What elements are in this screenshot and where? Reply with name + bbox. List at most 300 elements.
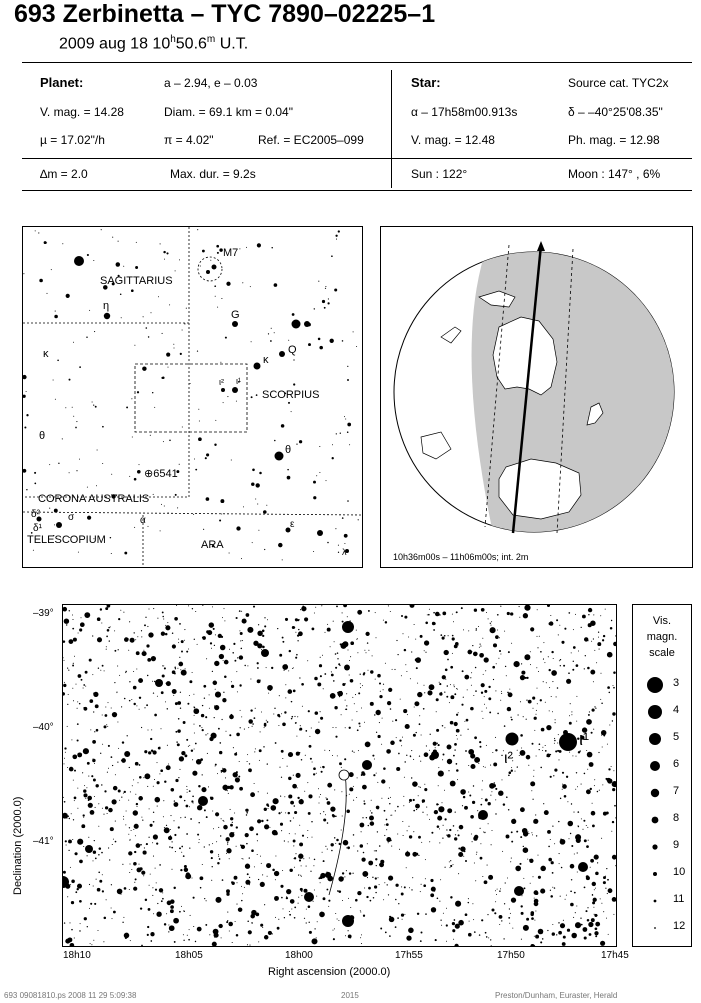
star-dot	[404, 616, 407, 619]
star-dot	[104, 790, 106, 792]
star-dot	[81, 824, 85, 828]
star-dot	[555, 750, 557, 752]
star-dot	[195, 611, 196, 612]
star-dot	[71, 929, 73, 931]
y-tick-41: –41°	[33, 836, 54, 847]
star-dot	[554, 743, 555, 744]
star-dot	[348, 930, 349, 931]
star-dot	[475, 667, 477, 669]
star-dot	[148, 526, 149, 527]
star-dot	[234, 813, 235, 814]
star-dot	[297, 716, 298, 717]
star-dot	[426, 644, 428, 646]
star-dot	[177, 729, 180, 732]
star-dot	[456, 729, 460, 733]
star-dot	[448, 635, 449, 636]
star-dot	[559, 660, 560, 661]
star-dot	[362, 685, 363, 686]
star-dot	[137, 470, 141, 474]
star-dot	[240, 632, 243, 635]
star-dot	[587, 919, 590, 922]
star-dot	[488, 697, 491, 700]
star-dot	[532, 697, 535, 700]
star-dot	[530, 627, 534, 631]
star-dot	[323, 818, 326, 821]
star-dot	[153, 812, 154, 813]
star-dot	[435, 612, 440, 617]
star-dot	[486, 612, 487, 613]
star-dot	[83, 684, 85, 686]
star-dot	[281, 897, 283, 899]
star-dot	[242, 640, 243, 641]
star-dot	[282, 664, 288, 670]
star-dot	[322, 766, 324, 768]
star-dot	[301, 845, 302, 846]
star-dot	[97, 617, 101, 621]
star-dot	[545, 750, 547, 752]
star-dot	[349, 787, 353, 791]
star-dot	[156, 912, 161, 917]
star-dot	[308, 812, 311, 815]
star-dot	[447, 808, 452, 813]
star-dot	[361, 771, 364, 774]
star-dot	[221, 514, 222, 515]
star-dot	[167, 622, 168, 623]
star-dot	[87, 516, 91, 520]
star-dot	[144, 750, 147, 753]
star-dot	[468, 765, 469, 766]
star-dot	[178, 777, 179, 778]
star-dot	[96, 784, 99, 787]
star-dot	[571, 714, 572, 715]
star-dot	[306, 866, 307, 867]
star-dot	[349, 727, 351, 729]
star-dot	[157, 618, 158, 619]
star-dot	[129, 700, 131, 702]
star-dot	[541, 728, 545, 732]
star-dot	[103, 941, 104, 942]
star-dot	[134, 851, 136, 853]
star-dot	[221, 937, 222, 938]
star-dot	[198, 822, 199, 823]
star-dot	[410, 939, 411, 940]
star-dot	[308, 710, 310, 712]
star-dot	[588, 614, 589, 615]
star-dot	[213, 929, 219, 935]
star-dot	[120, 610, 121, 611]
star-dot	[607, 652, 613, 658]
star-dot	[458, 852, 463, 857]
star-dot	[505, 666, 506, 667]
star-dot	[57, 360, 59, 362]
star-dot	[218, 827, 219, 828]
star-dot	[349, 794, 350, 795]
star-dot	[23, 273, 24, 274]
star-dot	[236, 526, 240, 530]
star-dot	[379, 864, 381, 866]
star-dot	[495, 690, 496, 691]
star-dot	[153, 494, 154, 495]
star-dot	[187, 789, 188, 790]
star-dot	[70, 867, 71, 868]
star-dot	[335, 235, 337, 237]
star-dot	[425, 652, 426, 653]
star-dot	[467, 689, 468, 690]
star-dot	[209, 708, 210, 709]
star-dot	[147, 926, 149, 928]
star-dot	[218, 854, 219, 855]
star-dot	[360, 910, 361, 911]
star-dot	[521, 663, 522, 664]
star-dot	[579, 750, 580, 751]
star-dot	[509, 923, 510, 924]
label-telescopium: TELESCOPIUM	[27, 534, 106, 546]
star-dot	[293, 626, 295, 628]
star-dot	[537, 703, 538, 704]
star-dot	[253, 717, 255, 719]
star-dot	[372, 877, 373, 878]
star-dot	[64, 801, 66, 803]
star-dot	[426, 807, 427, 808]
star-dot	[396, 737, 397, 738]
star-dot	[468, 902, 469, 903]
star-dot	[23, 375, 27, 379]
star-dot	[164, 827, 165, 828]
star-dot	[357, 729, 359, 731]
star-dot	[449, 829, 451, 831]
star-dot	[211, 857, 213, 859]
star-dot	[229, 931, 230, 932]
star-dot	[404, 777, 405, 778]
star-dot	[219, 742, 221, 744]
star-dot	[193, 724, 194, 725]
star-dot	[368, 610, 370, 612]
star-dot	[337, 890, 339, 892]
star-dot	[179, 847, 181, 849]
star-dot	[599, 790, 600, 791]
star-dot	[471, 685, 472, 686]
star-dot	[71, 880, 75, 884]
star-dot	[607, 744, 608, 745]
star-dot	[491, 945, 492, 946]
star-dot	[105, 707, 106, 708]
star-dot	[571, 845, 573, 847]
scale-mag-5: 5	[673, 731, 680, 743]
x-axis-label: Right ascension (2000.0)	[268, 966, 391, 978]
star-dot	[102, 874, 103, 875]
star-dot	[162, 611, 164, 613]
star-dot	[39, 279, 43, 283]
star-dot	[497, 889, 498, 890]
star-dot	[123, 819, 124, 820]
star-dot	[288, 777, 291, 780]
star-dot	[194, 639, 195, 640]
star-dot	[327, 783, 332, 788]
star-dot	[152, 681, 153, 682]
star-dot	[257, 643, 262, 648]
star-dot	[179, 657, 180, 658]
star-dot	[94, 903, 96, 905]
star-dot	[539, 636, 540, 637]
star-dot	[431, 907, 436, 912]
star-dot	[135, 266, 138, 269]
star-dot	[523, 613, 528, 618]
star-dot	[371, 800, 372, 801]
star-dot	[72, 754, 77, 759]
star-dot	[299, 799, 304, 804]
star-dot	[588, 714, 590, 716]
star-dot	[172, 689, 177, 694]
star-dot	[501, 920, 502, 921]
star-dot	[206, 816, 208, 818]
star-dot	[520, 750, 526, 756]
star-dot	[361, 708, 362, 709]
star-dot	[492, 666, 495, 669]
star-dot	[71, 739, 72, 740]
star-dot	[295, 853, 296, 854]
star-dot	[297, 787, 298, 788]
star-dot	[320, 717, 323, 720]
star-dot	[117, 722, 118, 723]
star-dot	[427, 690, 432, 695]
star-dot	[201, 727, 202, 728]
star-dot	[85, 671, 88, 674]
star-dot	[425, 859, 426, 860]
star-dot	[290, 801, 294, 805]
star-dot	[589, 711, 590, 712]
star-phmag: Ph. mag. = 12.98	[568, 133, 660, 147]
star-dot	[342, 900, 343, 901]
star-dot	[446, 908, 447, 909]
star-dot	[87, 487, 88, 488]
star-dot	[99, 847, 102, 850]
star-dot	[402, 633, 403, 634]
star-dot	[118, 241, 119, 242]
star-dot	[326, 889, 328, 891]
star-dot	[282, 758, 283, 759]
star-dot	[535, 892, 538, 895]
header-rule-mid	[22, 158, 692, 159]
star-dot	[385, 932, 387, 934]
star-dot	[569, 752, 570, 753]
star-dot	[250, 286, 251, 287]
star-dot	[567, 801, 568, 802]
star-dot	[536, 667, 537, 668]
star-dot	[407, 714, 408, 715]
star-dot	[287, 766, 288, 767]
star-dot	[342, 872, 344, 874]
star-dot	[313, 481, 316, 484]
star-dot	[410, 755, 411, 756]
star-dot	[439, 901, 440, 902]
star-dot	[169, 440, 171, 442]
star-dot	[357, 891, 361, 895]
star-dot	[471, 651, 472, 652]
star-dot	[76, 421, 77, 422]
star-dot	[65, 752, 66, 753]
star-dot	[582, 829, 583, 830]
star-dot	[286, 889, 291, 894]
star-dot	[249, 826, 254, 831]
star-dot	[147, 626, 148, 627]
star-dot	[174, 941, 176, 943]
star-dot	[26, 391, 27, 392]
star-dot	[83, 688, 84, 689]
star-dot	[162, 376, 165, 379]
star-dot	[419, 715, 420, 716]
star-dot	[62, 243, 63, 244]
star-dot	[333, 938, 335, 940]
star-dot	[506, 796, 508, 798]
star-dot	[570, 703, 571, 704]
star-dot	[199, 839, 200, 840]
star-dot	[450, 860, 451, 861]
star-dot	[299, 844, 300, 845]
star-dot	[259, 760, 260, 761]
star-dot	[79, 459, 80, 460]
star-dot	[113, 911, 116, 914]
star-dot	[500, 606, 501, 607]
star-dot	[411, 750, 412, 751]
star-dot	[273, 713, 274, 714]
star-dot	[481, 692, 483, 694]
star-dot	[466, 719, 469, 722]
star-dot	[501, 779, 502, 780]
star-dot	[438, 767, 439, 768]
star-dot	[597, 862, 598, 863]
star-dot	[602, 639, 604, 641]
star-dot	[545, 702, 546, 703]
star-dot	[389, 803, 390, 804]
star-dot	[412, 877, 413, 878]
star-dot	[185, 817, 186, 818]
star-dot	[591, 641, 592, 642]
star-dot	[201, 714, 204, 717]
star-dot	[218, 634, 222, 638]
star-dot	[240, 710, 241, 711]
star-dot	[188, 605, 189, 606]
star-dot	[217, 307, 218, 308]
star-dot	[284, 711, 286, 713]
star-dot	[69, 840, 70, 841]
star-dot	[592, 825, 595, 828]
star-dot	[342, 340, 344, 342]
star-dot	[603, 635, 605, 637]
star-dot	[344, 543, 345, 544]
star-dot	[146, 843, 148, 845]
star-dot	[206, 900, 207, 901]
star-dot	[338, 920, 339, 921]
star-dot	[254, 866, 255, 867]
star-dot	[298, 874, 299, 875]
star-dot	[227, 844, 228, 845]
star-dot	[180, 817, 181, 818]
star-dot	[229, 858, 230, 859]
star-dot	[296, 736, 297, 737]
star-dot	[93, 759, 94, 760]
footer-mid: 2015	[341, 991, 359, 1000]
star-dot	[260, 680, 261, 681]
star-dot	[189, 745, 190, 746]
star-dot	[205, 457, 207, 459]
star-dot	[288, 794, 292, 798]
star-dot	[365, 632, 369, 636]
star-dot	[321, 771, 323, 773]
star-dot	[397, 833, 398, 834]
star-dot	[326, 480, 327, 481]
star-dot	[482, 711, 483, 712]
star-dot	[325, 846, 326, 847]
star-dot	[198, 437, 202, 441]
star-dot	[405, 852, 410, 857]
star-dot	[133, 829, 134, 830]
occultation-chart	[62, 604, 617, 947]
star-dot	[388, 842, 389, 843]
star-dot	[536, 714, 537, 715]
star-dot	[141, 630, 142, 631]
star-dot	[423, 685, 424, 686]
star-dot	[444, 727, 445, 728]
star-dot	[248, 719, 253, 724]
star-dot	[320, 767, 321, 768]
star-dot	[430, 879, 433, 882]
star-dot	[576, 772, 577, 773]
star-dot	[496, 894, 497, 895]
star-dot	[146, 644, 149, 647]
star-dot	[439, 614, 440, 615]
star-dot	[111, 553, 112, 554]
star-dot	[211, 733, 217, 739]
star-dot	[443, 913, 444, 914]
star-dot	[350, 641, 354, 645]
star-dot	[64, 618, 69, 623]
star-dot	[457, 646, 458, 647]
star-dot	[264, 625, 266, 627]
star-dot	[166, 825, 167, 826]
star-dot	[235, 777, 240, 782]
star-dot	[70, 943, 75, 946]
star-dot	[332, 457, 334, 459]
star-dot	[433, 629, 435, 631]
star-dot	[133, 779, 134, 780]
header-divider	[391, 70, 392, 188]
star-dot	[106, 899, 107, 900]
star-dot	[520, 734, 523, 737]
star-dot	[576, 905, 577, 906]
star-dot	[613, 914, 614, 915]
star-dot	[153, 856, 154, 857]
star-dot	[147, 729, 148, 730]
star-dot	[289, 911, 290, 912]
star-dot	[161, 632, 165, 636]
star-dot	[181, 852, 182, 853]
star-dot	[488, 823, 489, 824]
star-dot	[210, 642, 212, 644]
star-dot	[403, 805, 404, 806]
star-dot	[500, 653, 501, 654]
star-dot	[192, 795, 194, 797]
star-dot	[572, 669, 574, 671]
star-dot	[89, 908, 90, 909]
star-dot	[204, 898, 205, 899]
star-dot	[558, 931, 562, 935]
star-dot	[429, 819, 430, 820]
star-dot	[179, 911, 181, 913]
star-dot	[55, 399, 56, 400]
star-dot	[321, 912, 322, 913]
star-dot	[68, 694, 69, 695]
star-dot	[54, 524, 55, 525]
